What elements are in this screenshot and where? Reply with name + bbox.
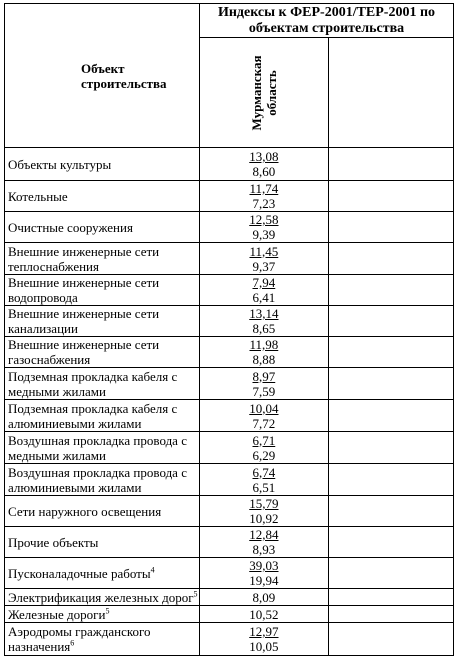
empty-cell (328, 527, 453, 558)
index-value-cell (199, 527, 328, 558)
index-value-bottom: 8,65 (252, 321, 276, 336)
object-name: Подземная прокладка кабеля с алюминиевыми жилами (8, 400, 178, 431)
table-row (5, 148, 454, 181)
table-row (5, 275, 454, 306)
object-name: Внешние инженерные сети канализации (8, 306, 160, 336)
object-name: Воздушная прокладка провода с медными жилами (8, 432, 187, 463)
indexes-column-header: Индексы к ФЕР-2001/ТЕР-2001 по объектам строительства (199, 4, 453, 38)
empty-cell (328, 243, 453, 275)
footnote-marker: 4 (150, 565, 155, 575)
index-value-top: 13,14 (249, 306, 279, 321)
index-value-bottom: 8,88 (252, 352, 276, 367)
index-value-cell (199, 212, 328, 243)
index-value-bottom: 6,41 (252, 290, 276, 305)
empty-cell (328, 400, 453, 432)
empty-cell (328, 464, 453, 496)
table-row (5, 527, 454, 558)
index-value-cell (199, 589, 328, 606)
object-name-cell (5, 496, 200, 527)
object-name-cell (5, 606, 200, 623)
empty-cell (328, 306, 453, 337)
footnote-marker: 5 (193, 589, 198, 599)
index-value-top: 7,94 (252, 275, 276, 290)
footnote-marker: 6 (70, 638, 75, 648)
index-value-cell (199, 275, 328, 306)
empty-cell (328, 589, 453, 606)
table-row (5, 558, 454, 589)
object-name-cell (5, 400, 200, 432)
object-header-line1: Объект (81, 60, 125, 76)
indexes-table (4, 3, 454, 656)
object-name: Железные дороги (8, 606, 106, 622)
empty-cell (328, 558, 453, 589)
table-row (5, 606, 454, 623)
index-value-top: 15,79 (249, 496, 279, 511)
object-name: Аэродромы гражданского назначения (8, 624, 151, 654)
object-name-cell (5, 212, 200, 243)
index-value-bottom: 10,92 (249, 511, 279, 526)
region-header-text (249, 55, 279, 130)
index-value-top: 39,03 (249, 558, 279, 573)
object-name: Пусконаладочные работы (8, 565, 151, 581)
object-name: Котельные (8, 188, 68, 204)
object-name-cell (5, 368, 200, 400)
object-name-cell (5, 181, 200, 212)
table-body (5, 148, 454, 656)
index-value-top: 12,97 (249, 624, 279, 639)
table-row (5, 181, 454, 212)
empty-column-header (328, 38, 453, 148)
empty-cell (328, 337, 453, 368)
index-value-bottom: 10,05 (249, 639, 279, 654)
table-row (5, 400, 454, 432)
index-value-bottom: 9,39 (252, 227, 276, 242)
table-row (5, 368, 454, 400)
object-name: Подземная прокладка кабеля с медными жилами (8, 368, 178, 399)
empty-cell (328, 212, 453, 243)
object-name-cell (5, 306, 200, 337)
region-header-line1: Мурманская (248, 55, 264, 130)
object-name: Воздушная прокладка провода с алюминиевыми жилами (8, 464, 187, 495)
empty-cell (328, 606, 453, 623)
object-name-cell (5, 623, 200, 656)
object-name-cell (5, 275, 200, 306)
object-name: Сети наружного освещения (8, 503, 162, 519)
index-value-top: 11,74 (249, 181, 279, 196)
object-name-cell (5, 464, 200, 496)
empty-cell (328, 432, 453, 464)
object-name-cell (5, 148, 200, 181)
object-name: Внешние инженерные сети теплоснабжения (8, 243, 160, 274)
empty-cell (328, 148, 453, 181)
index-value-top: 10,04 (249, 400, 279, 416)
index-value-cell (199, 464, 328, 496)
footnote-marker: 5 (105, 606, 110, 616)
index-value-cell (199, 148, 328, 181)
table-row (5, 306, 454, 337)
object-header-line2: строительства (81, 75, 167, 91)
table-row (5, 589, 454, 606)
index-value-top: 12,58 (249, 212, 279, 227)
index-value-cell (199, 368, 328, 400)
index-value-bottom: 7,23 (252, 196, 276, 211)
empty-cell (328, 496, 453, 527)
empty-cell (328, 275, 453, 306)
table-row (5, 432, 454, 464)
index-value-top: 12,84 (249, 527, 279, 542)
object-name: Объекты культуры (8, 156, 112, 172)
index-value-cell (199, 623, 328, 656)
index-value-cell (199, 606, 328, 623)
table-row (5, 243, 454, 275)
object-name: Внешние инженерные сети газоснабжения (8, 337, 160, 367)
object-name-cell (5, 558, 200, 589)
index-value-top: 13,08 (249, 149, 279, 164)
index-value: 10,52 (249, 606, 279, 622)
object-name: Электрификация железных дорог (8, 589, 194, 605)
object-name: Внешние инженерные сети водопровода (8, 275, 160, 305)
table-row (5, 212, 454, 243)
index-value-cell (199, 243, 328, 275)
object-column-header (5, 4, 200, 148)
index-value-top: 8,97 (252, 368, 276, 384)
index-value-top: 11,45 (249, 243, 279, 259)
object-name-cell (5, 527, 200, 558)
index-value-top: 6,74 (252, 464, 276, 480)
index-value-cell (199, 558, 328, 589)
table-row (5, 464, 454, 496)
index-value-cell (199, 181, 328, 212)
empty-cell (328, 368, 453, 400)
index-value-cell (199, 496, 328, 527)
index-value-cell (199, 400, 328, 432)
region-column-header (199, 38, 328, 148)
index-value: 8,09 (252, 589, 276, 605)
object-name-cell (5, 243, 200, 275)
index-value-top: 6,71 (252, 432, 276, 448)
index-value-bottom: 9,37 (252, 258, 276, 274)
empty-cell (328, 623, 453, 656)
table-row (5, 337, 454, 368)
region-header-line2: область (263, 69, 279, 116)
object-name: Прочие объекты (8, 534, 99, 550)
index-value-bottom: 6,29 (252, 447, 276, 463)
table-row (5, 623, 454, 656)
index-value-bottom: 19,94 (249, 573, 279, 588)
index-value-bottom: 6,51 (252, 479, 276, 495)
index-value-cell (199, 337, 328, 368)
index-value-cell (199, 432, 328, 464)
index-value-bottom: 8,93 (252, 542, 276, 557)
object-name: Очистные сооружения (8, 219, 133, 235)
index-value-bottom: 8,60 (252, 164, 276, 179)
object-name-cell (5, 589, 200, 606)
object-name-cell (5, 337, 200, 368)
empty-cell (328, 181, 453, 212)
index-value-cell (199, 306, 328, 337)
object-name-cell (5, 432, 200, 464)
index-value-bottom: 7,59 (252, 383, 276, 399)
index-value-bottom: 7,72 (252, 415, 276, 431)
index-value-top: 11,98 (249, 337, 279, 352)
table-row (5, 496, 454, 527)
